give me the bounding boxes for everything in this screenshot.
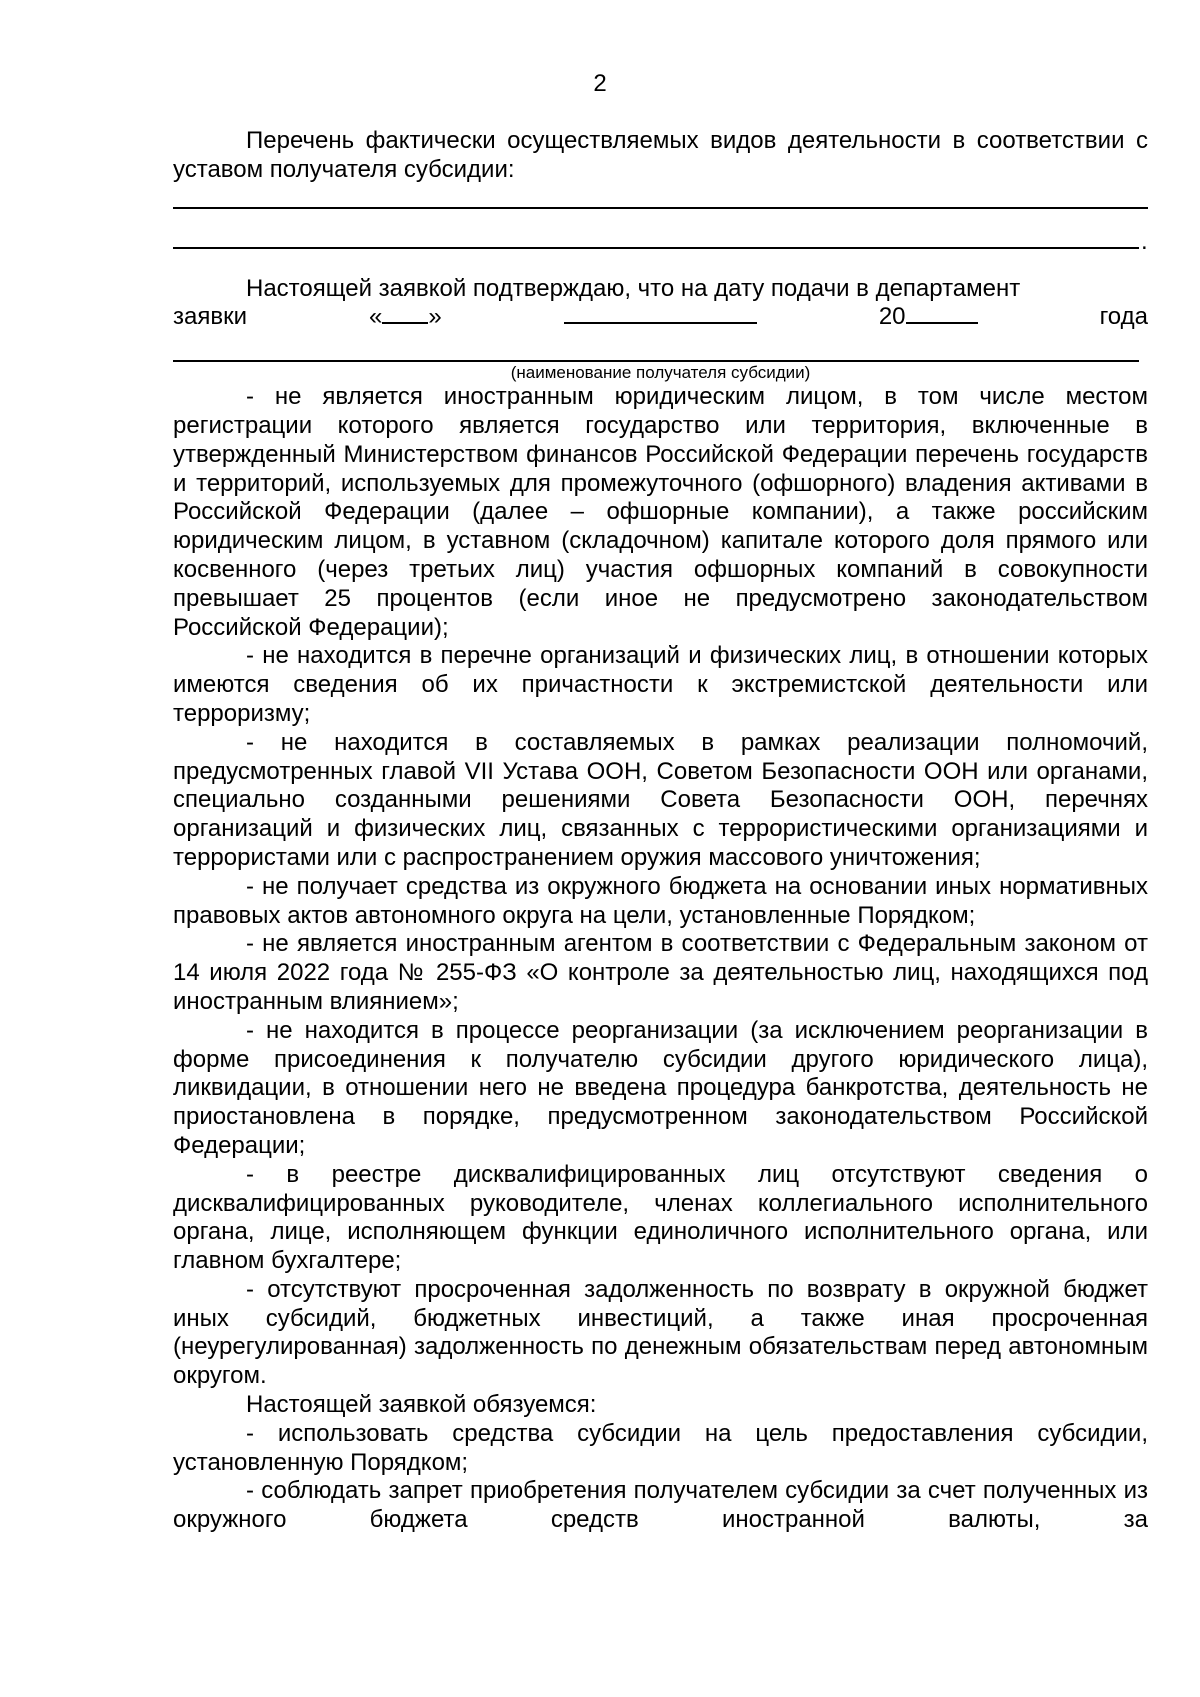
activities-paragraph: Перечень фактически осуществляемых видов деятельности в соответствии с уставом получателя субсидии:	[173, 127, 1148, 183]
list-item: - отсутствуют просроченная задолженность по возврату в окружной бюджет иных субсидий, бюджетных инвестиций, а также иная просроченная (неурегулированная) задолженность по денежным обязательствам перед автономным округом.	[173, 1275, 1148, 1390]
spacer	[173, 249, 1148, 275]
quote-open: «	[369, 303, 383, 331]
list-item: - не находится в процессе реорганизации (за исключением реорганизации в форме присоединения к получателю субсидии другого юридического лица), ликвидации, в отношении него не введена процедура банкротства, деятельность не приостановлена в порядке, предусмотренном законодательством Российской Федерации;	[173, 1016, 1148, 1159]
recipient-name-caption: (наименование получателя субсидии)	[510, 363, 811, 383]
page-number: 2	[593, 70, 607, 97]
obligations-intro: Настоящей заявкой обязуемся:	[246, 1391, 597, 1419]
list-item: - не находится в составляемых в рамках реализации полномочий, предусмотренных главой VII Устава ООН, Советом Безопасности ООН или органами, специально созданными решениями Совета Безопасности ООН, перечнях организаций и физических лиц, связанных с террористическими организациями и террористами или с распространением оружия массового уничтожения;	[173, 728, 1148, 871]
day-field	[369, 303, 442, 332]
obligation-item: - использовать средства субсидии на цель предоставления субсидии, установленную Порядком;	[173, 1419, 1148, 1476]
date-prefix: заявки	[173, 303, 248, 331]
year-field	[879, 303, 978, 332]
list-item: - не является иностранным юридическим лицом, в том числе местом регистрации которого является государство или территория, включенные в утвержденный Министерством финансов Российской Федерации перечень государств и территорий, используемых для промежуточного (офшорного) владения активами в Российской Федерации (далее – офшорные компании), а также российским юридическим лицом, в уставном (складочном) капитале которого доля прямого или косвенного (через третьих лиц) участия офшорных компаний в совокупности превышает 25 процентов (если иное не предусмотрено законодательством Российской Федерации);	[173, 383, 1148, 641]
list-item: - в реестре дисквалифицированных лиц отсутствуют сведения о дисквалифицированных руководителе, членах коллегиального исполнительного органа, лице, исполняющем функции единоличного исполнительного органа, или главном бухгалтере;	[173, 1160, 1148, 1275]
activities-blank-line	[173, 207, 1148, 209]
document-body	[173, 127, 1148, 1535]
quote-close: »	[428, 303, 442, 331]
end-mark: .	[1141, 227, 1148, 255]
month-blank	[564, 304, 757, 324]
year-prefix: 20	[878, 303, 906, 331]
list-item: - не получает средства из окружного бюджета на основании иных нормативных правовых актов автономного округа на цели, установленные Порядком;	[173, 872, 1148, 929]
recipient-name-line	[173, 360, 1139, 362]
confirmation-intro: Настоящей заявкой подтверждаю, что на дату подачи в департамент	[246, 274, 1021, 302]
blank-rule	[173, 247, 1139, 249]
list-item: - не находится в перечне организаций и физических лиц, в отношении которых имеются сведения об их причастности к экстремистской деятельности или терроризму;	[173, 642, 1148, 727]
year-blank	[906, 304, 978, 324]
activities-blank-line-end	[173, 227, 1148, 255]
list-item: - не является иностранным агентом в соответствии с Федеральным законом от 14 июля 2022 года № 255-ФЗ «О контроле за деятельностью лиц, находящихся под иностранным влиянием»;	[173, 930, 1148, 1015]
obligation-item: - соблюдать запрет приобретения получателем субсидии за счет полученных из окружного бюджета средств иностранной валюты, за	[173, 1477, 1148, 1534]
date-line	[173, 303, 1148, 332]
year-suffix: года	[1099, 303, 1148, 331]
day-blank	[382, 304, 428, 324]
